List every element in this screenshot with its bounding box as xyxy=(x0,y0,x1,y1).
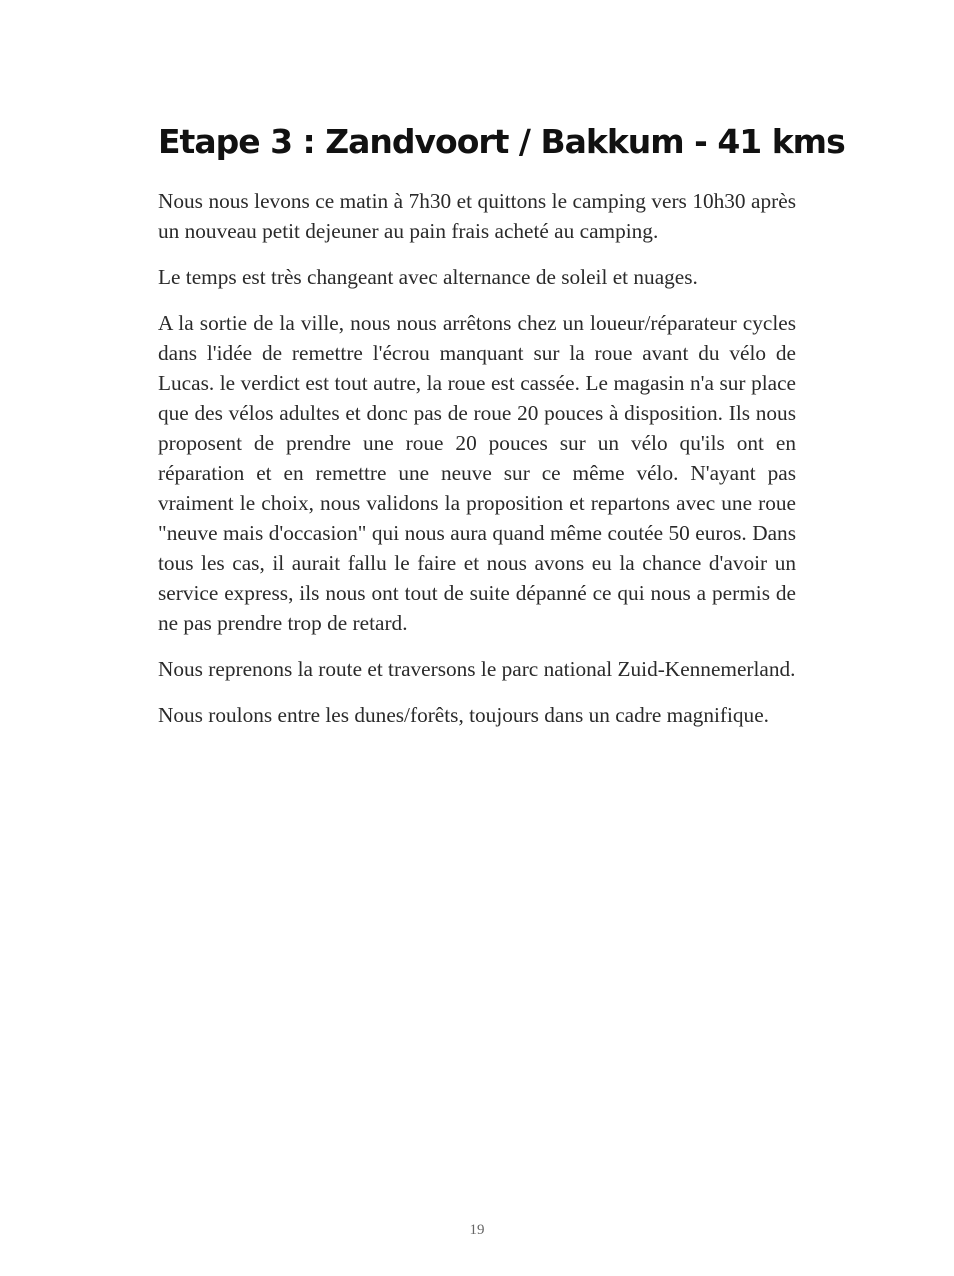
paragraph-1: Nous nous levons ce matin à 7h30 et quittons le camping vers 10h30 après un nouveau petit dejeuner au pain frais acheté au camping. xyxy=(158,189,796,243)
page-content xyxy=(158,120,845,746)
paragraph-2: Le temps est très changeant avec alternance de soleil et nuages. xyxy=(158,265,698,289)
paragraph-3: A la sortie de la ville, nous nous arrêtons chez un loueur/réparateur cycles dans l'idée de remettre l'écrou manquant sur la roue avant du vélo de Lucas. le verdict est tout autre, la roue est cassée. Le magasin n'a sur place que des vélos adultes et donc pas de roue 20 pouces à disposition. Ils nous proposent de prendre une roue 20 pouces sur un vélo qu'ils ont en réparation et en remettre une neuve sur ce même vélo. N'ayant pas vraiment le choix, nous validons la proposition et repartons avec une roue "neuve mais d'occasion" qui nous aura quand même coutée 50 euros. Dans tous les cas, il aurait fallu le faire et nous avons eu la chance d'avoir un service express, ils nous ont tout de suite dépanné ce qui nous a permis de ne pas prendre trop de retard. xyxy=(158,311,796,635)
page-number: 19 xyxy=(469,1222,485,1238)
paragraph-4: Nous reprenons la route et traversons le parc national Zuid-Kennemerland. xyxy=(158,657,796,681)
page-title: Etape 3 : Zandvoort / Bakkum - 41 kms xyxy=(158,122,845,161)
paragraph-5: Nous roulons entre les dunes/forêts, toujours dans un cadre magnifique. xyxy=(158,703,769,727)
